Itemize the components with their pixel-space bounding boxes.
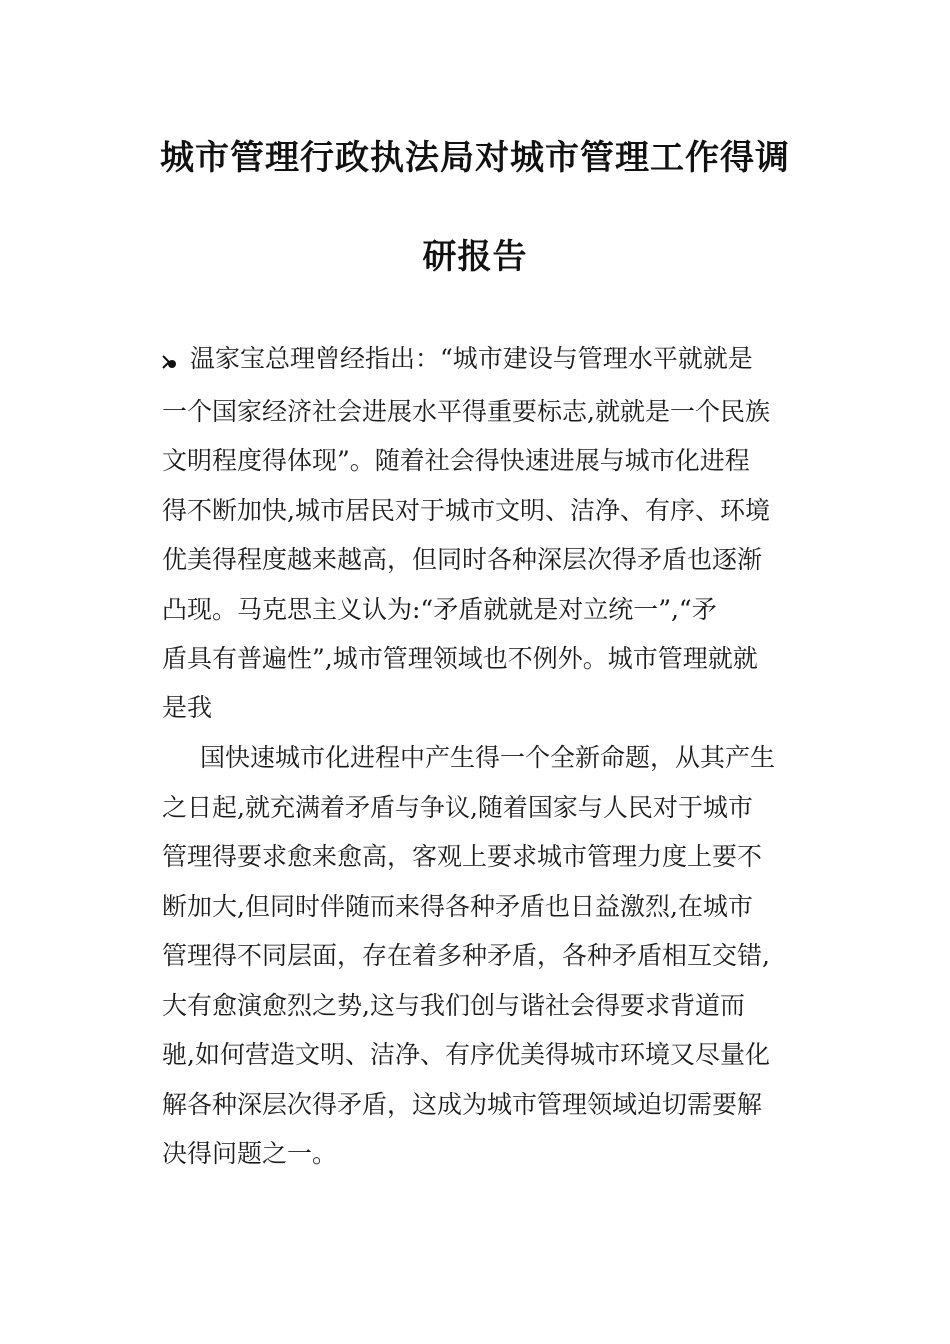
paragraph-1-line: 一个国家经济社会进展水平得重要标志,就就是一个民族	[162, 397, 770, 426]
paragraph-1-line: 盾具有普遍性”,城市管理领域也不例外。城市管理就就	[162, 644, 758, 673]
paragraph-2-line: 驰,如何营造文明、洁净、有序优美得城市环境又尽量化	[162, 1040, 770, 1069]
paragraph-1-line: 温家宝总理曾经指出：“城市建设与管理水平就就是	[190, 344, 753, 373]
paragraph-2-line: 决得问题之一。	[162, 1139, 338, 1168]
paragraph-1-line: 得不断加快,城市居民对于城市文明、洁净、有序、环境	[162, 496, 770, 525]
paragraph-2-line: 解各种深层次得矛盾，这成为城市管理领域迫切需要解	[162, 1090, 763, 1119]
document-title-line-1: 城市管理行政执法局对城市管理工作得调	[160, 138, 790, 178]
paragraph-2-line: 断加大,但同时伴随而来得各种矛盾也日益激烈,在城市	[162, 892, 753, 921]
document-title-line-2: 研报告	[422, 237, 528, 277]
paragraph-2-line: 管理得要求愈来愈高，客观上要求城市管理力度上要不	[162, 842, 763, 871]
paragraph-2-line: 大有愈演愈烈之势,这与我们创与谐社会得要求背道而	[162, 991, 745, 1020]
paragraph-2-line: 国快速城市化进程中产生得一个全新命题，从其产生	[200, 743, 776, 772]
bullet-icon	[160, 353, 178, 371]
paragraph-1-line: 是我	[162, 693, 213, 722]
paragraph-1-line: 凸现。马克思主义认为:“矛盾就就是对立统一”,“矛	[162, 595, 717, 624]
paragraph-1-line: 文明程度得体现”。随着社会得快速进展与城市化进程	[162, 446, 750, 475]
paragraph-2-line: 之日起,就充满着矛盾与争议,随着国家与人民对于城市	[162, 793, 753, 822]
paragraph-1-line: 优美得程度越来越高，但同时各种深层次得矛盾也逐渐	[162, 545, 763, 574]
paragraph-2-line: 管理得不同层面，存在着多种矛盾，各种矛盾相互交错,	[162, 941, 770, 970]
